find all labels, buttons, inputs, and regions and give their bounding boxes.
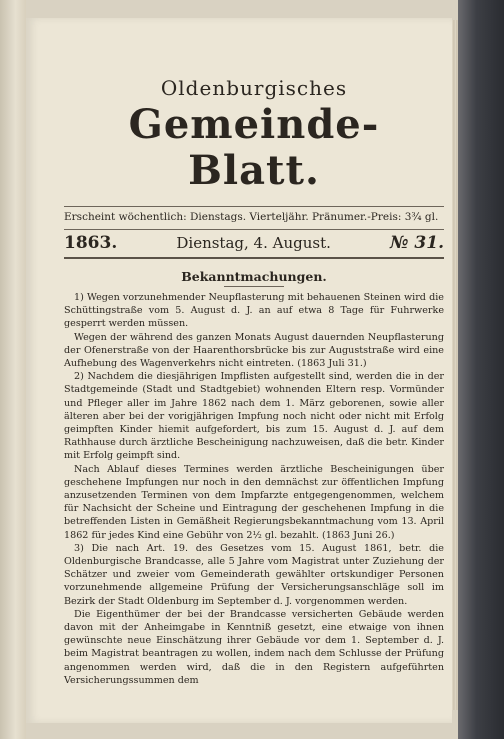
page-content	[64, 72, 444, 687]
paragraph: Wegen der während des ganzen Monats August dauernden Neupflasterung der Ofenerstraße von der Haarenthorsbrücke bis zur Auguststraße wird eine Aufhebung des Wagenverkehrs nicht eintreten. (1863 Juli 31.)	[64, 331, 444, 370]
section-divider	[224, 286, 284, 287]
book-cover	[458, 0, 504, 739]
document-page	[26, 18, 452, 723]
issue-year: 1863.	[64, 233, 118, 253]
paragraph: Nach Ablauf dieses Termines werden ärztliche Bescheinigungen über geschehene Impfungen nur noch in den demnächst zur öffentlichen Impfung anzusetzenden Terminen von dem Impfarzte entgegengenommen, welchem für Nachsicht der Scheine und Eintragung der geschehenen Impfung in die betreffenden Listen in Gemäßheit Regierungsbekanntmachung vom 13. April 1862 für jedes Kind eine Gebühr von 2½ gl. bezahlt. (1863 Juni 26.)	[64, 463, 444, 541]
masthead-title: Gemeinde-Blatt.	[128, 101, 380, 194]
left-page-edge	[0, 0, 26, 739]
publication-info: Erscheint wöchentlich: Dienstags. Vierteljähr. Pränumer.-Preis: 3¾ gl.	[64, 206, 444, 223]
section-title: Bekanntmachungen.	[181, 269, 327, 284]
dateline	[64, 229, 444, 259]
masthead-subtitle: Oldenburgisches	[160, 76, 348, 100]
issue-number: № 31.	[390, 233, 444, 253]
issue-date: Dienstag, 4. August.	[176, 234, 331, 252]
paragraph: 1) Wegen vorzunehmender Neupflasterung mit behauenen Steinen wird die Schüttingstraße vom 5. August d. J. an auf etwa 8 Tage für Fuhrwerke gesperrt werden müssen.	[64, 292, 444, 330]
paragraph: 2) Nachdem die diesjährigen Impflisten aufgestellt sind, werden die in der Stadtgemeinde (Stadt und Stadtgebiet) wohnenden Eltern resp. Vormünder und Pfleger aller im Jahre 1862 nach dem 1. März geborenen, sowie aller älteren aber bei der vorigjährigen Impfung noch nicht oder nicht mit Erfolg geimpften Kinder hiemit aufgefordert, bis zum 15. August d. J. auf dem Rathhause durch ärztliche Bescheinigung nachzuweisen, daß die betr. Kinder mit Erfolg geimpft sind.	[64, 371, 444, 462]
paragraph: Die Eigenthümer der bei der Brandcasse versicherten Gebäude werden davon mit der Anheimgabe in Kenntniß gesetzt, eine etwaige von ihnen gewünschte neue Einschätzung ihrer Gebäude vor dem 1. September d. J. beim Magistrat beantragen zu wollen, indem nach dem Schlusse der Prüfung angenommen werden wird, daß die in den Registern aufgeführten Versicherungssummen dem	[64, 608, 444, 686]
paragraph: 3) Die nach Art. 19. des Gesetzes vom 15. August 1861, betr. die Oldenburgische Brandcasse, alle 5 Jahre vom Magistrat unter Zuziehung der Schätzer und zweier vom Gemeinderath gewählter ortskundiger Personen vorzunehmende allgemeine Prüfung der Versicherungsanschläge soll im Bezirk der Stadt Oldenburg im September d. J. vorgenommen werden.	[64, 542, 444, 607]
